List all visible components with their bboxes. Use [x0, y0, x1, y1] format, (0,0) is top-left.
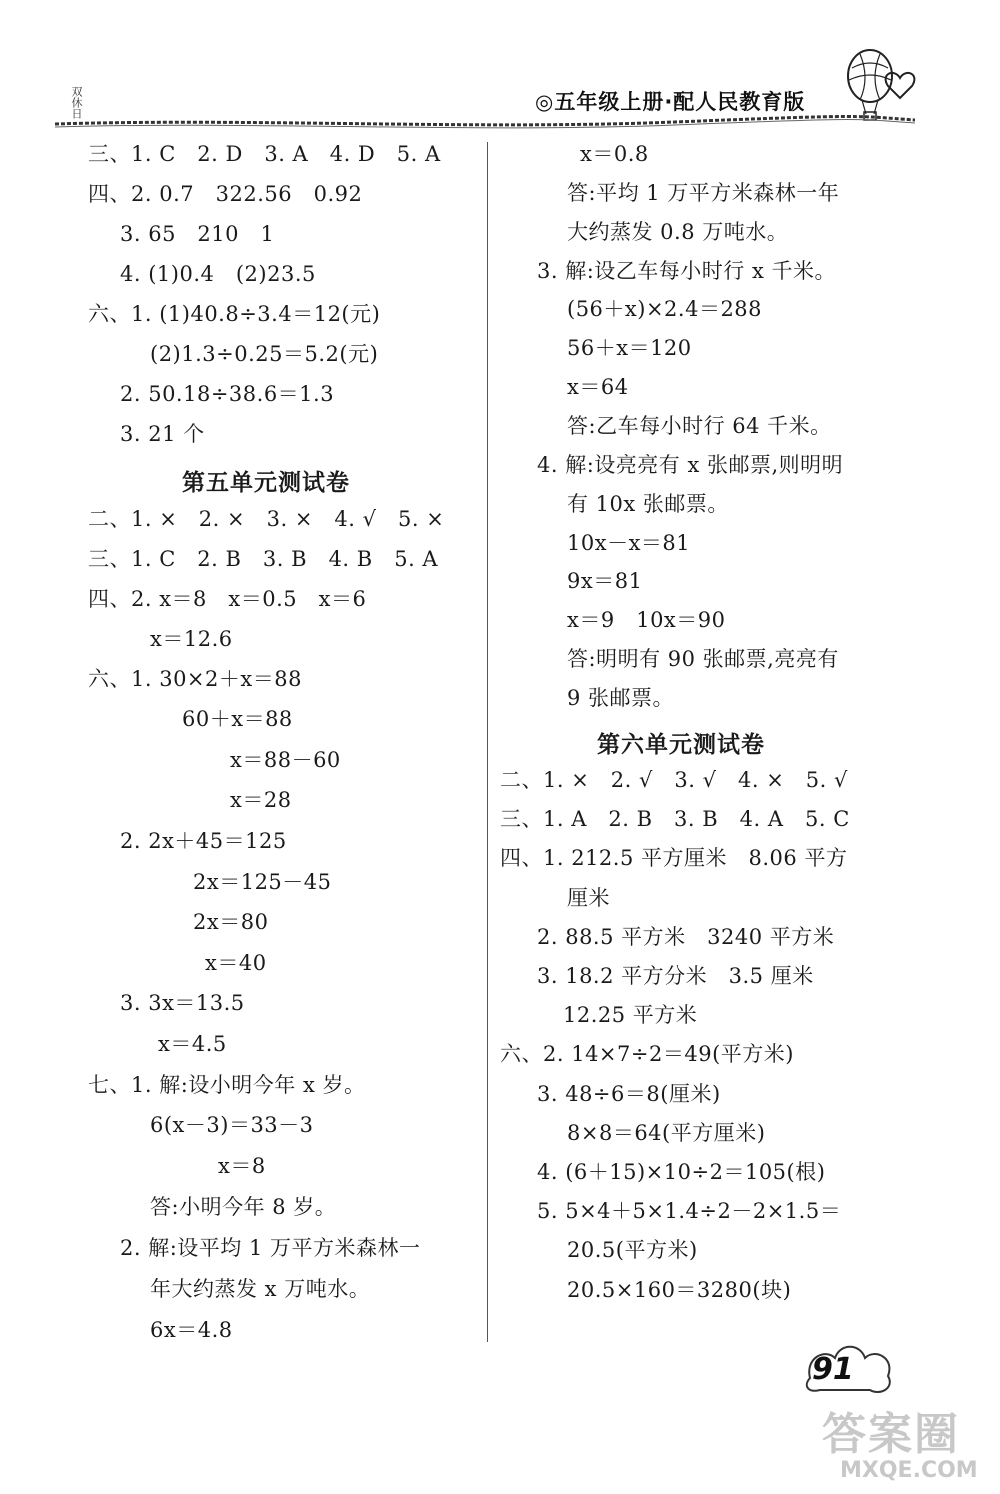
- answer-line: 答:乙车每小时行 64 千米。: [567, 414, 832, 438]
- answer-line: 10x－x＝81: [567, 531, 691, 555]
- answer-line: x＝40: [205, 951, 267, 975]
- answer-line: 年大约蒸发 x 万吨水。: [150, 1277, 371, 1301]
- answer-line: 四、2. x＝8 x＝0.5 x＝6: [88, 587, 367, 611]
- answer-line: 四、2. 0.7 322.56 0.92: [88, 182, 363, 206]
- answer-line: 答:平均 1 万平方米森林一年: [567, 181, 840, 205]
- answer-line: 60＋x＝88: [182, 707, 293, 731]
- answer-line: 8×8＝64(平方厘米): [567, 1121, 766, 1145]
- answer-line: 2. 2x＋45＝125: [120, 829, 287, 853]
- answer-line: 4. (1)0.4 (2)23.5: [120, 262, 316, 286]
- answer-line: 2x＝80: [193, 910, 269, 934]
- answer-line: 答:小明今年 8 岁。: [150, 1195, 337, 1219]
- answer-line: 3. 解:设乙车每小时行 x 千米。: [537, 259, 836, 283]
- answer-line: x＝28: [230, 788, 292, 812]
- answer-line: 3. 18.2 平方分米 3.5 厘米: [537, 964, 814, 988]
- answer-line: 12.25 平方米: [563, 1003, 698, 1027]
- answer-line: 四、1. 212.5 平方厘米 8.06 平方: [500, 846, 848, 870]
- answer-line: 2x＝125－45: [193, 870, 332, 894]
- answer-line: 6(x－3)＝33－3: [150, 1113, 314, 1137]
- answer-line: x＝4.5: [158, 1032, 227, 1056]
- answer-line: 3. 3x＝13.5: [120, 991, 245, 1015]
- section-title-unit-6: 第六单元测试卷: [597, 732, 765, 758]
- rope-divider: [55, 108, 915, 138]
- answer-line: 六、1. (1)40.8÷3.4＝12(元): [88, 302, 381, 326]
- answer-line: 六、2. 14×7÷2＝49(平方米): [500, 1042, 794, 1066]
- answer-line: 3. 65 210 1: [120, 222, 275, 246]
- answer-line: 9 张邮票。: [567, 686, 675, 710]
- answer-line: (56＋x)×2.4＝288: [567, 297, 763, 321]
- answer-line: 二、1. × 2. √ 3. √ 4. × 5. √: [500, 768, 848, 792]
- answer-line: x＝0.8: [580, 142, 649, 166]
- answer-line: 2. 解:设平均 1 万平方米森林一: [120, 1236, 421, 1260]
- answer-line: 9x＝81: [567, 569, 643, 593]
- answer-line: 大约蒸发 0.8 万吨水。: [567, 220, 789, 244]
- answer-line: 5. 5×4＋5×1.4÷2－2×1.5＝: [537, 1199, 842, 1223]
- answer-line: 三、1. C 2. D 3. A 4. D 5. A: [88, 142, 441, 166]
- answer-line: 4. (6＋15)×10÷2＝105(根): [537, 1160, 826, 1184]
- answer-line: (2)1.3÷0.25＝5.2(元): [150, 342, 379, 366]
- answer-line: x＝12.6: [150, 627, 233, 651]
- answer-line: 有 10x 张邮票。: [567, 492, 729, 516]
- answer-line: 2. 88.5 平方米 3240 平方米: [537, 925, 835, 949]
- section-title-unit-5: 第五单元测试卷: [182, 470, 350, 496]
- answer-line: 20.5×160＝3280(块): [567, 1278, 792, 1302]
- answer-line: 4. 解:设亮亮有 x 张邮票,则明明: [537, 453, 844, 477]
- side-mark: 双休日: [70, 86, 83, 119]
- answer-line: 七、1. 解:设小明今年 x 岁。: [88, 1073, 366, 1097]
- answer-line: 2. 50.18÷38.6＝1.3: [120, 382, 335, 406]
- answer-line: 厘米: [567, 886, 610, 910]
- answer-line: 3. 48÷6＝8(厘米): [537, 1082, 721, 1106]
- answer-line: 56＋x＝120: [567, 336, 692, 360]
- answer-line: x＝8: [218, 1154, 266, 1178]
- page-header: [0, 0, 1000, 140]
- column-divider: [487, 142, 488, 1342]
- watermark-url: MXQE.COM: [840, 1458, 978, 1483]
- header-title: ◎五年级上册·配人民教育版: [535, 90, 806, 114]
- answer-line: 三、1. A 2. B 3. B 4. A 5. C: [500, 807, 850, 831]
- answer-line: x＝64: [567, 375, 629, 399]
- answer-line: 20.5(平方米): [567, 1238, 698, 1262]
- answer-line: 6x＝4.8: [150, 1318, 233, 1342]
- answer-line: x＝88－60: [230, 748, 341, 772]
- answer-line: 答:明明有 90 张邮票,亮亮有: [567, 647, 839, 671]
- answer-line: 3. 21 个: [120, 422, 205, 446]
- answer-line: 二、1. × 2. × 3. × 4. √ 5. ×: [88, 507, 445, 531]
- watermark-logo: 答案圈: [822, 1409, 960, 1460]
- answer-line: 六、1. 30×2＋x＝88: [88, 667, 302, 691]
- answer-line: 三、1. C 2. B 3. B 4. B 5. A: [88, 547, 439, 571]
- page-number: 91: [812, 1352, 854, 1387]
- answer-line: x＝9 10x＝90: [567, 608, 726, 632]
